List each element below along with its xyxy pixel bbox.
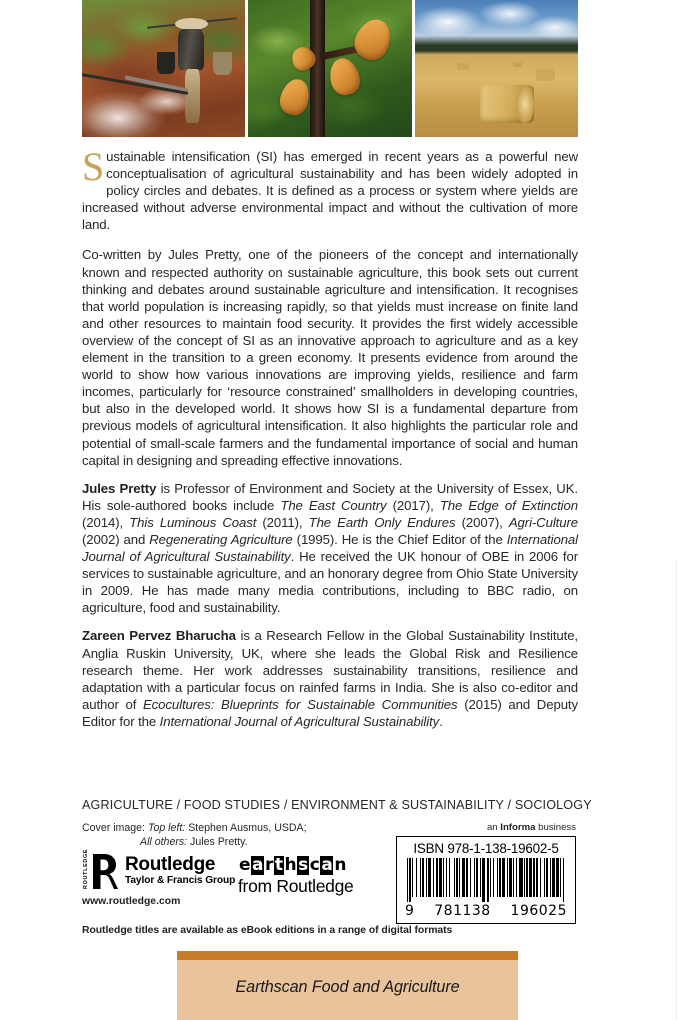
routledge-name: Routledge — [125, 854, 216, 875]
publisher-logos — [82, 848, 236, 890]
routledge-r-monogram-icon — [91, 854, 118, 889]
routledge-logo — [82, 848, 236, 890]
earthscan-wordmark-blocks — [238, 856, 353, 875]
isbn-number: ISBN 978-1-138-19602-5 — [413, 841, 559, 856]
journal-title: International Journal of Agricultural Sustainability — [159, 713, 440, 729]
earthscan-letter: s — [298, 855, 308, 875]
credit-line-2 — [82, 836, 307, 850]
bio-text: (2015) and Deputy Editor for the — [82, 696, 578, 729]
informa-prefix: an — [486, 822, 501, 833]
credit-name-top-left: Stephen Ausmus, USDA; — [185, 822, 307, 834]
photo-hay-bales-in-field — [415, 0, 578, 137]
book-title: Agri-Culture — [508, 514, 578, 530]
barcode-digit-group-right: 196025 — [510, 903, 567, 919]
routledge-tagline: Taylor & Francis Group — [125, 875, 236, 886]
cacao-pod — [277, 76, 314, 118]
series-banner-stripe — [177, 951, 518, 960]
book-year: (2011), — [256, 514, 309, 530]
barcode-digits — [403, 903, 569, 919]
blurb-paragraph-1-text: ustainable intensification (SI) has emerged in recent years as a powerful new conceptualisation of agricultural sustainability and has been widely adopted in policy circles and debates. It is defined as a process or system where yields are increased without adverse environmental impact and without the cultivation of more land. — [82, 149, 578, 233]
farmer-legs — [185, 69, 200, 124]
isbn-barcode-box — [396, 836, 576, 924]
water-bucket-right — [213, 52, 233, 75]
informa-business-note — [487, 822, 576, 833]
ebook-availability-note: Routledge titles are available as eBook editions in a range of digital formats — [82, 925, 453, 936]
author-bio-jules-pretty — [82, 480, 578, 617]
blurb-paragraph-2: Co-written by Jules Pretty, one of the pioneers of the concept and internationally known and respected authority on sustainable agriculture, this book sets out current thinking and debates around sustainable agriculture and intensification. It recognises that world population is increasing rapidly, so that yields must increase on finite land and other resources to maintain food security. It provides the first widely accessible overview of the concept of SI as an innovative approach to agriculture and as a key element in the transition to a green economy. It presents evidence from around the world to show how various innovations are improving yields, resilience and farm incomes, particularly for ‘resource constrained’ smallholders in developing countries, but also in the developed world. It shows how SI is a fundamental departure from previous models of agricultural intensification. It also highlights the particular role and potential of small-scale farmers and the fundamental importance of social and human capital in designing and spreading effective innovations. — [82, 247, 578, 468]
earthscan-from-routledge: from Routledge — [238, 876, 354, 896]
book-title: The Earth Only Endures — [308, 514, 456, 530]
photo-farmer-watering-field — [82, 0, 245, 137]
book-title: Ecocultures: Blueprints for Sustainable Communities — [142, 696, 458, 712]
subject-categories: AGRICULTURE / FOOD STUDIES / ENVIRONMENT & SUSTAINABILITY / SOCIOLOGY — [82, 798, 592, 812]
book-title: Regenerating Agriculture — [149, 531, 293, 547]
earthscan-letter: r — [265, 855, 273, 875]
earthscan-letter: a — [252, 855, 264, 875]
distant-hay-bale — [457, 63, 468, 70]
book-title: This Luminous Coast — [129, 514, 257, 530]
earthscan-letter: c — [309, 855, 320, 875]
water-bucket-left — [157, 52, 175, 74]
book-year: (1995). He is the Chief Editor of the — [292, 531, 507, 547]
earthscan-letter: t — [274, 855, 283, 875]
credit-position-others: All others: — [140, 835, 188, 848]
blurb-paragraph-1 — [82, 144, 578, 233]
earthscan-letter: n — [334, 855, 346, 875]
earthscan-logo — [238, 856, 353, 896]
distant-hay-bale — [536, 69, 556, 81]
drop-cap-letter: S — [82, 144, 105, 189]
author-name-jules-pretty: Jules Pretty — [82, 480, 157, 496]
book-year: (2002) and — [82, 531, 150, 547]
cacao-pod — [349, 14, 397, 65]
earthscan-letter: h — [284, 855, 297, 875]
series-banner — [177, 951, 518, 1020]
barcode-digit-group-left: 9 — [405, 903, 415, 919]
credit-line-1 — [82, 822, 307, 836]
book-year: (2014), — [82, 514, 130, 530]
irrigation-hose — [82, 72, 189, 95]
journal-title: International Journal of Agricultural Sustainability — [82, 531, 578, 565]
informa-suffix: business — [535, 822, 576, 833]
informa-brand: Informa — [500, 822, 536, 833]
credit-label: Cover image: — [82, 822, 148, 834]
earthscan-letter: e — [239, 855, 251, 875]
bio-text: is a Research Fellow in the Global Sustainability Institute, Anglia Ruskin University, UK, where she leads the Global Risk and Resilience research theme. Her work addresses sustainability transitions, resilience and adaptation with a particular focus on rainfed farms in India. She is also co-editor and author of — [82, 628, 578, 712]
distant-hay-bale — [513, 62, 523, 67]
cacao-pod — [326, 55, 363, 98]
bio-text-end: . He received the UK honour of OBE in 2006 for services to sustainable agriculture, and an honorary degree from Ohio State University in 2009. He has made many media contributions, including to BBC radio, on agriculture, food and sustainability. — [82, 549, 578, 616]
book-year: (2007), — [455, 514, 509, 530]
earthscan-letter: a — [321, 855, 333, 875]
bio-text: is Professor of Environment and Society at the University of Essex, UK. His sole-authored books include — [82, 480, 578, 513]
author-name-zareen-bharucha: Zareen Pervez Bharucha — [82, 628, 236, 644]
series-name: Earthscan Food and Agriculture — [235, 978, 460, 996]
back-cover-text-column — [82, 144, 578, 741]
cover-photo-strip — [82, 0, 578, 137]
ean13-barcode — [407, 858, 565, 902]
routledge-wordmark — [125, 854, 235, 887]
book-year: (2017), — [386, 497, 440, 513]
credit-position-top-left: Top left: — [147, 822, 186, 834]
routledge-vertical-wordmark: ROUTLEDGE — [83, 848, 89, 889]
page-edge-line — [676, 560, 677, 1020]
author-bio-zareen-bharucha — [82, 627, 578, 730]
book-title: The Edge of Extinction — [439, 497, 578, 513]
foreground-hay-bale — [480, 85, 534, 123]
cacao-trunk — [310, 0, 325, 137]
routledge-website-link[interactable]: www.routledge.com — [82, 896, 181, 907]
credit-name-others: Jules Pretty. — [187, 835, 248, 848]
photo-cacao-pods-on-tree — [248, 0, 411, 137]
book-title: The East Country — [280, 497, 387, 513]
barcode-digit-group-mid: 781138 — [434, 903, 491, 919]
bio-text-end: . — [439, 713, 443, 729]
farmer-body — [178, 29, 204, 70]
cover-image-credit — [82, 822, 307, 849]
